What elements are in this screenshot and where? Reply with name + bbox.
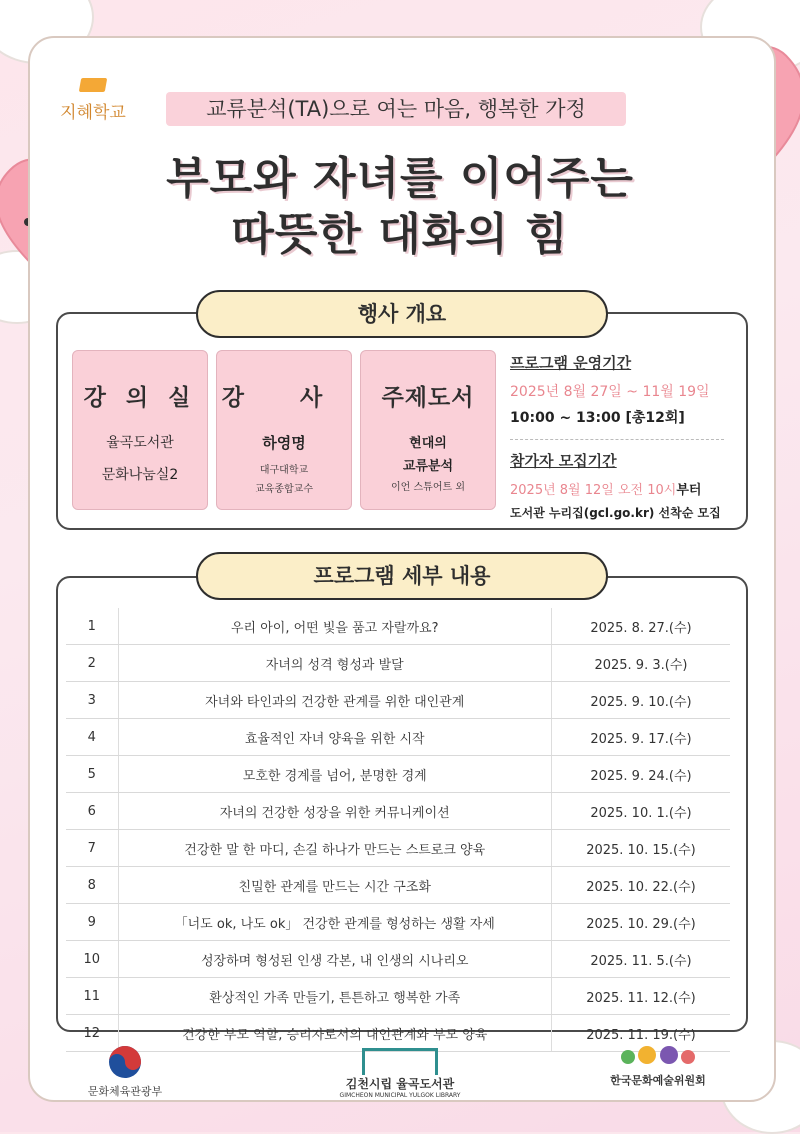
row-number: 10 — [66, 941, 118, 978]
footer-center-text: 김천시립 율곡도서관 — [345, 1077, 455, 1091]
row-date: 2025. 10. 15.(수) — [551, 830, 730, 867]
lecturer-heading: 강 사 — [221, 385, 347, 411]
row-date: 2025. 10. 1.(수) — [551, 793, 730, 830]
footer-logo-left — [70, 1044, 180, 1099]
row-topic: 모호한 경계를 넘어, 분명한 경계 — [118, 756, 551, 793]
book-line3: 이언 스튜어트 외 — [391, 482, 465, 493]
footer-logo-center — [330, 1048, 470, 1099]
table-row — [66, 867, 730, 904]
row-number: 7 — [66, 830, 118, 867]
book-heading: 주제도서 — [381, 385, 475, 411]
brand-name: 지혜학교 — [60, 103, 126, 123]
row-number: 2 — [66, 645, 118, 682]
library-icon — [362, 1048, 438, 1075]
table-row — [66, 978, 730, 1015]
lecturer-card — [216, 350, 352, 510]
row-topic: 친밀한 관계를 만드는 시간 구조화 — [118, 867, 551, 904]
table-row — [66, 682, 730, 719]
taegeuk-icon — [107, 1044, 143, 1080]
book-card — [360, 350, 496, 510]
recruit-suffix: 부터 — [676, 483, 702, 498]
footer-logo-right — [598, 1046, 718, 1088]
row-topic: 성장하며 형성된 인생 각본, 내 인생의 시나리오 — [118, 941, 551, 978]
subtitle-banner: 교류분석(TA)으로 여는 마음, 행복한 가정 — [166, 92, 626, 126]
lecturer-line2: 교육종합교수 — [255, 484, 313, 495]
row-topic: 우리 아이, 어떤 빛을 품고 자랄까요? — [118, 608, 551, 645]
venue-heading: 강 의 실 — [83, 385, 197, 411]
recruit-method: 도서관 누리집(gcl.go.kr) 선착순 모집 — [510, 506, 721, 520]
lecturer-line1: 대구대학교 — [259, 465, 309, 476]
table-row — [66, 608, 730, 645]
row-topic: 효율적인 자녀 양육을 위한 시작 — [118, 719, 551, 756]
row-topic: 자녀와 타인과의 건강한 관계를 위한 대인관계 — [118, 682, 551, 719]
row-topic: 환상적인 가족 만들기, 튼튼하고 행복한 가족 — [118, 978, 551, 1015]
period-info — [510, 352, 730, 521]
row-date: 2025. 11. 12.(수) — [551, 978, 730, 1015]
row-number: 5 — [66, 756, 118, 793]
table-row — [66, 830, 730, 867]
table-row — [66, 941, 730, 978]
graduation-cap-icon — [79, 78, 107, 92]
recruit-label: 참가자 모집기간 — [510, 452, 617, 470]
recruit-start: 2025년 8월 12일 오전 10시 — [510, 483, 677, 498]
row-number: 11 — [66, 978, 118, 1015]
table-row — [66, 645, 730, 682]
book-line1: 현대의 — [409, 436, 447, 451]
venue-line2: 문화나눔실2 — [101, 467, 179, 483]
row-number: 1 — [66, 608, 118, 645]
row-date: 2025. 10. 22.(수) — [551, 867, 730, 904]
row-date: 2025. 9. 17.(수) — [551, 719, 730, 756]
row-number: 3 — [66, 682, 118, 719]
details-section-title: 프로그램 세부 내용 — [196, 552, 608, 600]
brand-logo — [48, 78, 138, 123]
row-date: 2025. 11. 5.(수) — [551, 941, 730, 978]
schedule-table — [66, 608, 730, 1052]
page-title-line1: 부모와 자녀를 이어주는 — [166, 153, 634, 204]
overview-section-title: 행사 개요 — [196, 290, 608, 338]
row-number: 8 — [66, 867, 118, 904]
footer-center-sub: GIMCHEON MUNICIPAL YULGOK LIBRARY — [339, 1092, 461, 1099]
row-number: 12 — [66, 1015, 118, 1052]
period-label: 프로그램 운영기간 — [510, 354, 632, 372]
table-row — [66, 904, 730, 941]
footer-right-text: 한국문화예술위원회 — [610, 1074, 706, 1087]
row-number: 6 — [66, 793, 118, 830]
row-date: 2025. 9. 24.(수) — [551, 756, 730, 793]
table-row — [66, 793, 730, 830]
period-dates: 2025년 8월 27일 ~ 11월 19일 — [510, 384, 710, 400]
period-time: 10:00 ~ 13:00 [총12회] — [510, 410, 685, 426]
venue-card — [72, 350, 208, 510]
row-topic: 자녀의 성격 형성과 발달 — [118, 645, 551, 682]
row-date: 2025. 11. 19.(수) — [551, 1015, 730, 1052]
row-topic: 건강한 부모 역할, 승리자로서의 대인관계와 부모 양육 — [118, 1015, 551, 1052]
row-date: 2025. 10. 29.(수) — [551, 904, 730, 941]
book-line2: 교류분석 — [402, 459, 454, 474]
page-title-line2: 따뜻한 대화의 힘 — [231, 209, 569, 260]
row-topic: 「너도 ok, 나도 ok」 건강한 관계를 형성하는 생활 자세 — [118, 904, 551, 941]
row-date: 2025. 9. 3.(수) — [551, 645, 730, 682]
row-topic: 건강한 말 한 마디, 손길 하나가 만드는 스트로크 양육 — [118, 830, 551, 867]
row-date: 2025. 9. 10.(수) — [551, 682, 730, 719]
table-row — [66, 756, 730, 793]
row-topic: 자녀의 건강한 성장을 위한 커뮤니케이션 — [118, 793, 551, 830]
arts-council-icon — [598, 1046, 718, 1072]
table-row — [66, 719, 730, 756]
footer-left-text: 문화체육관광부 — [87, 1085, 163, 1098]
row-date: 2025. 8. 27.(수) — [551, 608, 730, 645]
lecturer-name: 하영명 — [262, 434, 306, 452]
venue-line1: 율곡도서관 — [106, 435, 174, 451]
row-number: 9 — [66, 904, 118, 941]
row-number: 4 — [66, 719, 118, 756]
